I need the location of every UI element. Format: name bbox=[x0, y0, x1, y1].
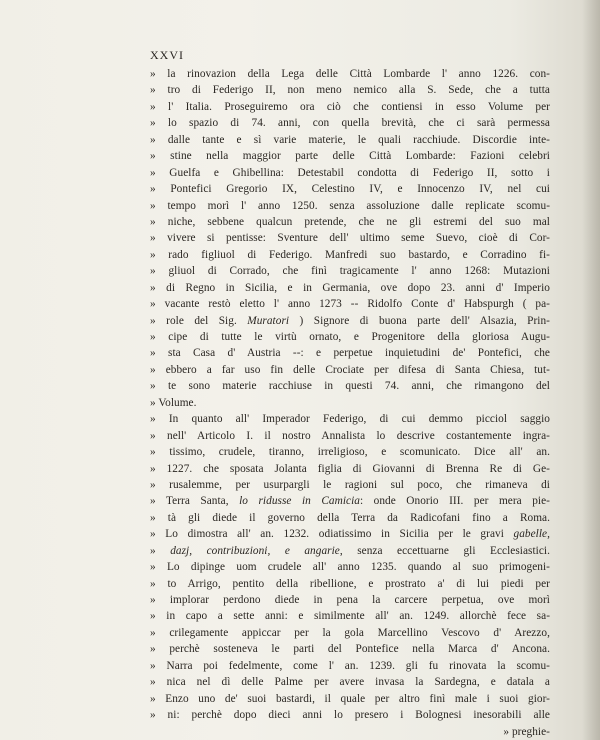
text-line bbox=[150, 461, 550, 477]
text-segment: » di Regno in Sicilia, e in Germania, ove dopo 23. anni d' Imperio bbox=[150, 281, 550, 294]
text-segment: » Guelfa e Ghibellina: Detestabil condotta di Federigo II, sotto i bbox=[150, 166, 550, 179]
text-segment: » Lo dimostra all' an. 1232. odiatissimo in Sicilia per le gravi bbox=[150, 528, 514, 541]
text-line bbox=[150, 345, 550, 361]
text-segment: » bbox=[150, 544, 171, 557]
italic-text: lo ridusse in Camicia bbox=[239, 495, 360, 508]
text-segment: » tà gli diede il governo della Terra da Radicofani fino a Roma. bbox=[150, 511, 550, 524]
text-line bbox=[150, 608, 550, 624]
text-line bbox=[150, 444, 550, 460]
text-line bbox=[150, 641, 550, 657]
text-line bbox=[150, 115, 550, 131]
text-line bbox=[150, 378, 550, 394]
text-segment: » in capo a sette anni: e similmente all' an. 1249. allorchè fece sa- bbox=[150, 610, 550, 623]
text-block bbox=[150, 44, 550, 740]
text-segment: » lo spazio di 74. anni, con quella brevità, che ci sarà permessa bbox=[150, 117, 550, 130]
text-line bbox=[150, 82, 550, 98]
text-line bbox=[150, 592, 550, 608]
text-segment: » vacante restò eletto l' anno 1273 -- Ridolfo Conte d' Habspurgh ( pa- bbox=[150, 298, 550, 311]
text-segment: » Lo dipinge uom crudele all' anno 1235. quando al suo primogeni- bbox=[150, 561, 550, 574]
text-segment: » nica nel dì delle Palme per avere invasa la Sardegna, e datala a bbox=[150, 676, 550, 689]
text-segment: » sta Casa d' Austria --: e perpetue inquietudini de' Pontefici, che bbox=[150, 347, 550, 360]
body-text bbox=[150, 66, 550, 724]
text-line bbox=[150, 148, 550, 164]
text-line bbox=[150, 691, 550, 707]
text-segment: : onde Onorio III. per mera pie- bbox=[359, 495, 550, 508]
text-segment: » rado figliuol di Federigo. Manfredi suo bastardo, e Corradino fi- bbox=[150, 248, 550, 261]
text-line bbox=[150, 247, 550, 263]
text-segment: » crilegamente appiccar per la gola Marcellino Vescovo d' Arezzo, bbox=[150, 626, 550, 639]
text-segment: » 1227. che sposata Jolanta figlia di Giovanni di Brenna Re di Ge- bbox=[150, 462, 550, 475]
text-line bbox=[150, 313, 550, 329]
text-line bbox=[150, 198, 550, 214]
text-line bbox=[150, 526, 550, 542]
text-line bbox=[150, 99, 550, 115]
text-segment: » gliuol di Corrado, che finì tragicamente l' anno 1268: Mutazioni bbox=[150, 265, 550, 278]
text-segment: » ebbero a far uso fin delle Crociate per difesa di Santa Chiesa, tut- bbox=[150, 363, 550, 376]
text-segment: » to Arrigo, pentito della ribellione, e prostrato a' di lui piedi per bbox=[150, 577, 550, 590]
text-line bbox=[150, 280, 550, 296]
text-line bbox=[150, 477, 550, 493]
text-line bbox=[150, 395, 550, 411]
text-line bbox=[150, 576, 550, 592]
text-line bbox=[150, 165, 550, 181]
text-segment: » Enzo uno de' suoi bastardi, il quale per altro finì male i suoi gior- bbox=[150, 692, 550, 705]
text-line bbox=[150, 707, 550, 723]
text-segment: » Terra Santa, bbox=[150, 495, 240, 508]
text-line bbox=[150, 214, 550, 230]
text-segment: » cipe di tutte le virtù ornato, e Progenitore della gloriosa Augu- bbox=[150, 331, 550, 343]
text-segment: » Narra poi fedelmente, come l' an. 1239. gli fu rinovata la scomu- bbox=[150, 659, 550, 672]
text-line bbox=[150, 181, 550, 197]
text-segment: » perchè sosteneva le parti del Pontefice nella Marca d' Ancona. bbox=[150, 643, 550, 656]
text-line bbox=[150, 658, 550, 674]
text-segment: » tro di Federigo II, non meno nemico alla S. Sede, che a tutta bbox=[150, 84, 550, 97]
text-line bbox=[150, 543, 550, 559]
text-segment: » rusalemme, per usurpargli le ragioni sul poco, che rimaneva di bbox=[150, 478, 550, 491]
text-segment: » In quanto all' Imperador Federigo, di cui demmo picciol saggio bbox=[150, 413, 550, 426]
page-edge-shadow bbox=[582, 0, 600, 740]
text-line bbox=[150, 132, 550, 148]
text-segment: , senza eccettuarne gli Ecclesiastici. bbox=[339, 544, 550, 557]
text-segment: » tempo morì l' anno 1250. senza assoluzione dalle replicate scomu- bbox=[150, 199, 550, 212]
page-number: XXVI bbox=[150, 48, 184, 62]
text-segment: » niche, sebbene qualcun pretende, che ne gli estremi del suo mal bbox=[150, 215, 550, 228]
text-line bbox=[150, 411, 550, 427]
text-line bbox=[150, 329, 550, 345]
text-line bbox=[150, 625, 550, 641]
text-line bbox=[150, 510, 550, 526]
text-line bbox=[150, 362, 550, 378]
text-segment: » l' Italia. Proseguiremo ora ciò che contiensi in esso Volume per bbox=[150, 100, 550, 113]
text-segment: » Pontefici Gregorio IX, Celestino IV, e Innocenzo IV, nel cui bbox=[150, 183, 550, 196]
text-line bbox=[150, 428, 550, 444]
italic-text: gabelle, bbox=[513, 528, 550, 541]
text-line bbox=[150, 493, 550, 509]
text-segment: » ni: perchè dopo dieci anni lo presero i Bolognesi inesorabili alle bbox=[150, 709, 550, 722]
text-segment: » nell' Articolo I. il nostro Annalista lo descrive costantemente ingra- bbox=[150, 429, 550, 442]
text-segment: » tissimo, crudele, tiranno, irreligioso, e scomunicato. Dice all' an. bbox=[150, 446, 550, 459]
text-line bbox=[150, 263, 550, 279]
text-line bbox=[150, 559, 550, 575]
text-segment: » Volume. bbox=[150, 396, 197, 409]
catchword: » preghie- bbox=[503, 725, 550, 738]
text-segment: » dalle tante e sì varie materie, le quali racchiude. Discordie inte- bbox=[150, 133, 550, 146]
text-segment: » implorar perdono diede in pena la carcere perpetua, ove morì bbox=[150, 594, 550, 606]
text-line bbox=[150, 296, 550, 312]
italic-text: Muratori bbox=[247, 314, 290, 327]
italic-text: dazj, contribuzioni, e angarie bbox=[170, 544, 340, 557]
text-segment: » te sono materie racchiuse in questi 74. anni, che rimangono del bbox=[150, 380, 550, 393]
text-line bbox=[150, 66, 550, 82]
text-segment: » role del Sig. bbox=[150, 314, 248, 327]
text-segment: ) Signore di buona parte dell' Alsazia, Prin- bbox=[289, 314, 550, 327]
text-line bbox=[150, 230, 550, 246]
text-line bbox=[150, 674, 550, 690]
text-segment: » vivere si pentisse: Sventure dell' ultimo seme Suevo, cioè di Cor- bbox=[150, 232, 550, 245]
text-segment: » stine nella maggior parte delle Città Lombarde: Fazioni celebri bbox=[150, 150, 550, 163]
text-segment: » la rinovazion della Lega delle Città Lombarde l' anno 1226. con- bbox=[150, 68, 550, 80]
